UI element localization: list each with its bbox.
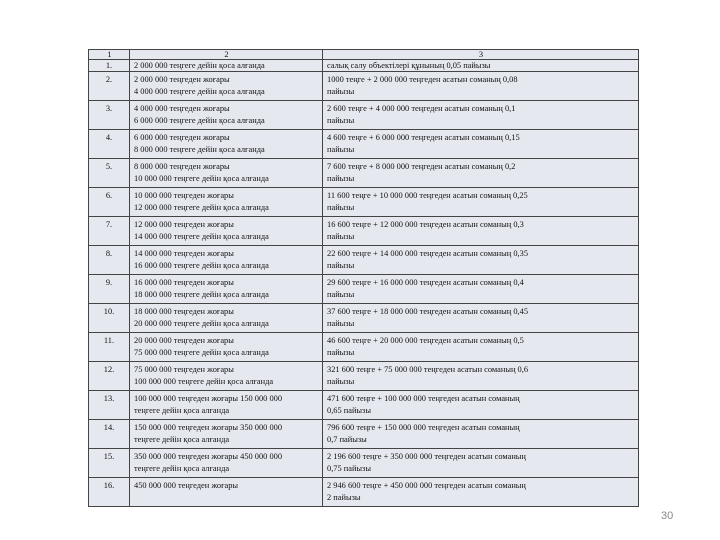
tax-rate-line: 0,7 пайызы	[327, 434, 367, 444]
value-range-line: 450 000 000 теңгеден жоғары	[134, 481, 239, 490]
tax-rate-line: 2 600 теңге + 4 000 000 теңгеден асатын соманың 0,1	[327, 104, 516, 113]
value-range-cell	[130, 246, 323, 275]
value-range-line: 4 000 000 теңгеден жоғары	[134, 104, 230, 113]
tax-rate-cell	[323, 275, 639, 304]
value-range-line: 16 000 000 теңгеге дейін қоса алғанда	[134, 260, 269, 270]
value-range-line: 6 000 000 теңгеге дейін қоса алғанда	[134, 115, 265, 125]
tax-rate-line: 16 600 теңге + 12 000 000 теңгеден асатын соманың 0,3	[327, 220, 524, 229]
value-range-line: 8 000 000 теңгеден жоғары	[134, 162, 230, 171]
value-range-line: 100 000 000 теңгеден жоғары 150 000 000	[134, 394, 283, 403]
row-number: 5.	[89, 159, 130, 188]
tax-rate-cell	[323, 362, 639, 391]
tax-rate-line: 22 600 теңге + 14 000 000 теңгеден асатын соманың 0,35	[327, 249, 529, 258]
value-range-cell	[130, 304, 323, 333]
row-number: 4.	[89, 130, 130, 159]
tax-rate-line: 29 600 теңге + 16 000 000 теңгеден асатын соманың 0,4	[327, 278, 524, 287]
value-range-cell	[130, 188, 323, 217]
row-number: 12.	[89, 362, 130, 391]
value-range-cell	[130, 362, 323, 391]
tax-rate-line: 796 600 теңге + 150 000 000 теңгеден асатын соманың	[327, 423, 520, 432]
tax-rate-line: 37 600 теңге + 18 000 000 теңгеден асатын соманың 0,45	[327, 307, 529, 316]
value-range-line: 150 000 000 теңгеден жоғары 350 000 000	[134, 423, 283, 432]
value-range-cell	[130, 391, 323, 420]
value-range-cell	[130, 72, 323, 101]
table-row	[89, 188, 639, 217]
tax-rate-line: 11 600 теңге + 10 000 000 теңгеден асатын соманың 0,25	[327, 191, 528, 200]
table-row	[89, 72, 639, 101]
tax-rate-line: пайызы	[327, 144, 355, 154]
table-row	[89, 391, 639, 420]
table-row	[89, 130, 639, 159]
table-row	[89, 246, 639, 275]
tax-rate-line: 7 600 теңге + 8 000 000 теңгеден асатын соманың 0,2	[327, 162, 516, 171]
value-range-line: 4 000 000 теңгеге дейін қоса алғанда	[134, 86, 265, 96]
row-number: 11.	[89, 333, 130, 362]
tax-rate-cell	[323, 217, 639, 246]
row-number: 8.	[89, 246, 130, 275]
value-range-cell	[130, 420, 323, 449]
table-row	[89, 362, 639, 391]
value-range-line: 14 000 000 теңгеге дейін қоса алғанда	[134, 231, 269, 241]
tax-rate-line: пайызы	[327, 86, 355, 96]
tax-rate-table	[88, 49, 639, 507]
tax-rate-cell	[323, 101, 639, 130]
table-row	[89, 159, 639, 188]
row-number: 10.	[89, 304, 130, 333]
column-header-3: 3	[323, 50, 639, 60]
value-range-line: 2 000 000 теңгеден жоғары	[134, 75, 230, 84]
value-range-line: 18 000 000 теңгеден жоғары	[134, 307, 234, 316]
tax-rate-line: пайызы	[327, 289, 355, 299]
value-range-line: 75 000 000 теңгеден жоғары	[134, 365, 234, 374]
tax-rate-cell	[323, 304, 639, 333]
tax-rate-line: пайызы	[327, 376, 355, 386]
header-row	[89, 50, 639, 60]
value-range-cell	[130, 449, 323, 478]
row-number: 1.	[89, 60, 130, 72]
table-body	[89, 50, 639, 507]
tax-rate-line: 471 600 теңге + 100 000 000 теңгеден асатын соманың	[327, 394, 520, 403]
value-range-line: 75 000 000 теңгеге дейін қоса алғанда	[134, 347, 269, 357]
value-range-line: 14 000 000 теңгеден жоғары	[134, 249, 234, 258]
value-range-cell	[130, 101, 323, 130]
value-range-cell	[130, 159, 323, 188]
value-range-line: теңгеге дейін қоса алғанда	[134, 405, 230, 415]
value-range-line: 12 000 000 теңгеден жоғары	[134, 220, 234, 229]
tax-rate-cell	[323, 391, 639, 420]
tax-rate-cell	[323, 246, 639, 275]
tax-rate-line: салық салу объектілері құнының 0,05 пайызы	[327, 61, 491, 70]
row-number: 16.	[89, 478, 130, 507]
tax-rate-line: пайызы	[327, 260, 355, 270]
value-range-cell	[130, 275, 323, 304]
row-number: 3.	[89, 101, 130, 130]
value-range-line: 20 000 000 теңгеден жоғары	[134, 336, 234, 345]
row-number: 7.	[89, 217, 130, 246]
value-range-line: 20 000 000 теңгеге дейін қоса алғанда	[134, 318, 269, 328]
tax-rate-cell	[323, 130, 639, 159]
tax-rate-line: 321 600 теңге + 75 000 000 теңгеден асатын соманың 0,6	[327, 365, 529, 374]
value-range-line: теңгеге дейін қоса алғанда	[134, 434, 230, 444]
table-row	[89, 101, 639, 130]
value-range-line: 8 000 000 теңгеге дейін қоса алғанда	[134, 144, 265, 154]
table-row	[89, 304, 639, 333]
tax-rate-line: пайызы	[327, 115, 355, 125]
tax-rate-line: 46 600 теңге + 20 000 000 теңгеден асатын соманың 0,5	[327, 336, 524, 345]
value-range-cell	[130, 60, 323, 72]
tax-rate-line: 2 946 600 теңге + 450 000 000 теңгеден асатын соманың	[327, 481, 526, 490]
column-header-2: 2	[130, 50, 323, 60]
row-number: 2.	[89, 72, 130, 101]
value-range-line: 6 000 000 теңгеден жоғары	[134, 133, 230, 142]
tax-rate-line: 1000 теңге + 2 000 000 теңгеден асатын соманың 0,08	[327, 75, 518, 84]
tax-rate-line: пайызы	[327, 318, 355, 328]
value-range-cell	[130, 130, 323, 159]
value-range-line: 2 000 000 теңгеге дейін қоса алғанда	[134, 61, 265, 70]
tax-rate-cell	[323, 449, 639, 478]
tax-rate-line: 0,65 пайызы	[327, 405, 371, 415]
value-range-line: 100 000 000 теңгеге дейін қоса алғанда	[134, 376, 274, 386]
table-row	[89, 275, 639, 304]
tax-rate-cell	[323, 159, 639, 188]
tax-rate-line: 4 600 теңге + 6 000 000 теңгеден асатын соманың 0,15	[327, 133, 520, 142]
value-range-line: 12 000 000 теңгеге дейін қоса алғанда	[134, 202, 269, 212]
row-number: 13.	[89, 391, 130, 420]
tax-rate-cell	[323, 333, 639, 362]
value-range-line: теңгеге дейін қоса алғанда	[134, 463, 230, 473]
row-number: 6.	[89, 188, 130, 217]
table-row	[89, 420, 639, 449]
page-number: 30	[661, 510, 674, 522]
value-range-cell	[130, 333, 323, 362]
tax-rate-line: пайызы	[327, 347, 355, 357]
tax-rate-cell	[323, 478, 639, 507]
table-row	[89, 449, 639, 478]
value-range-line: 10 000 000 теңгеден жоғары	[134, 191, 234, 200]
tax-rate-cell	[323, 60, 639, 72]
value-range-cell	[130, 478, 323, 507]
tax-rate-line: 2 пайызы	[327, 492, 361, 502]
value-range-line: 18 000 000 теңгеге дейін қоса алғанда	[134, 289, 269, 299]
column-header-1: 1	[89, 50, 130, 60]
value-range-line: 16 000 000 теңгеден жоғары	[134, 278, 234, 287]
table-row	[89, 60, 639, 72]
value-range-line: 10 000 000 теңгеге дейін қоса алғанда	[134, 173, 269, 183]
row-number: 14.	[89, 420, 130, 449]
row-number: 15.	[89, 449, 130, 478]
row-number: 9.	[89, 275, 130, 304]
value-range-cell	[130, 217, 323, 246]
tax-rate-cell	[323, 420, 639, 449]
tax-rate-cell	[323, 188, 639, 217]
table-row	[89, 217, 639, 246]
table-row	[89, 478, 639, 507]
tax-rate-line: пайызы	[327, 231, 355, 241]
tax-rate-line: пайызы	[327, 173, 355, 183]
tax-rate-line: пайызы	[327, 202, 355, 212]
value-range-line: 350 000 000 теңгеден жоғары 450 000 000	[134, 452, 283, 461]
tax-rate-cell	[323, 72, 639, 101]
table-row	[89, 333, 639, 362]
tax-rate-line: 2 196 600 теңге + 350 000 000 теңгеден асатын соманың	[327, 452, 526, 461]
tax-rate-line: 0,75 пайызы	[327, 463, 371, 473]
